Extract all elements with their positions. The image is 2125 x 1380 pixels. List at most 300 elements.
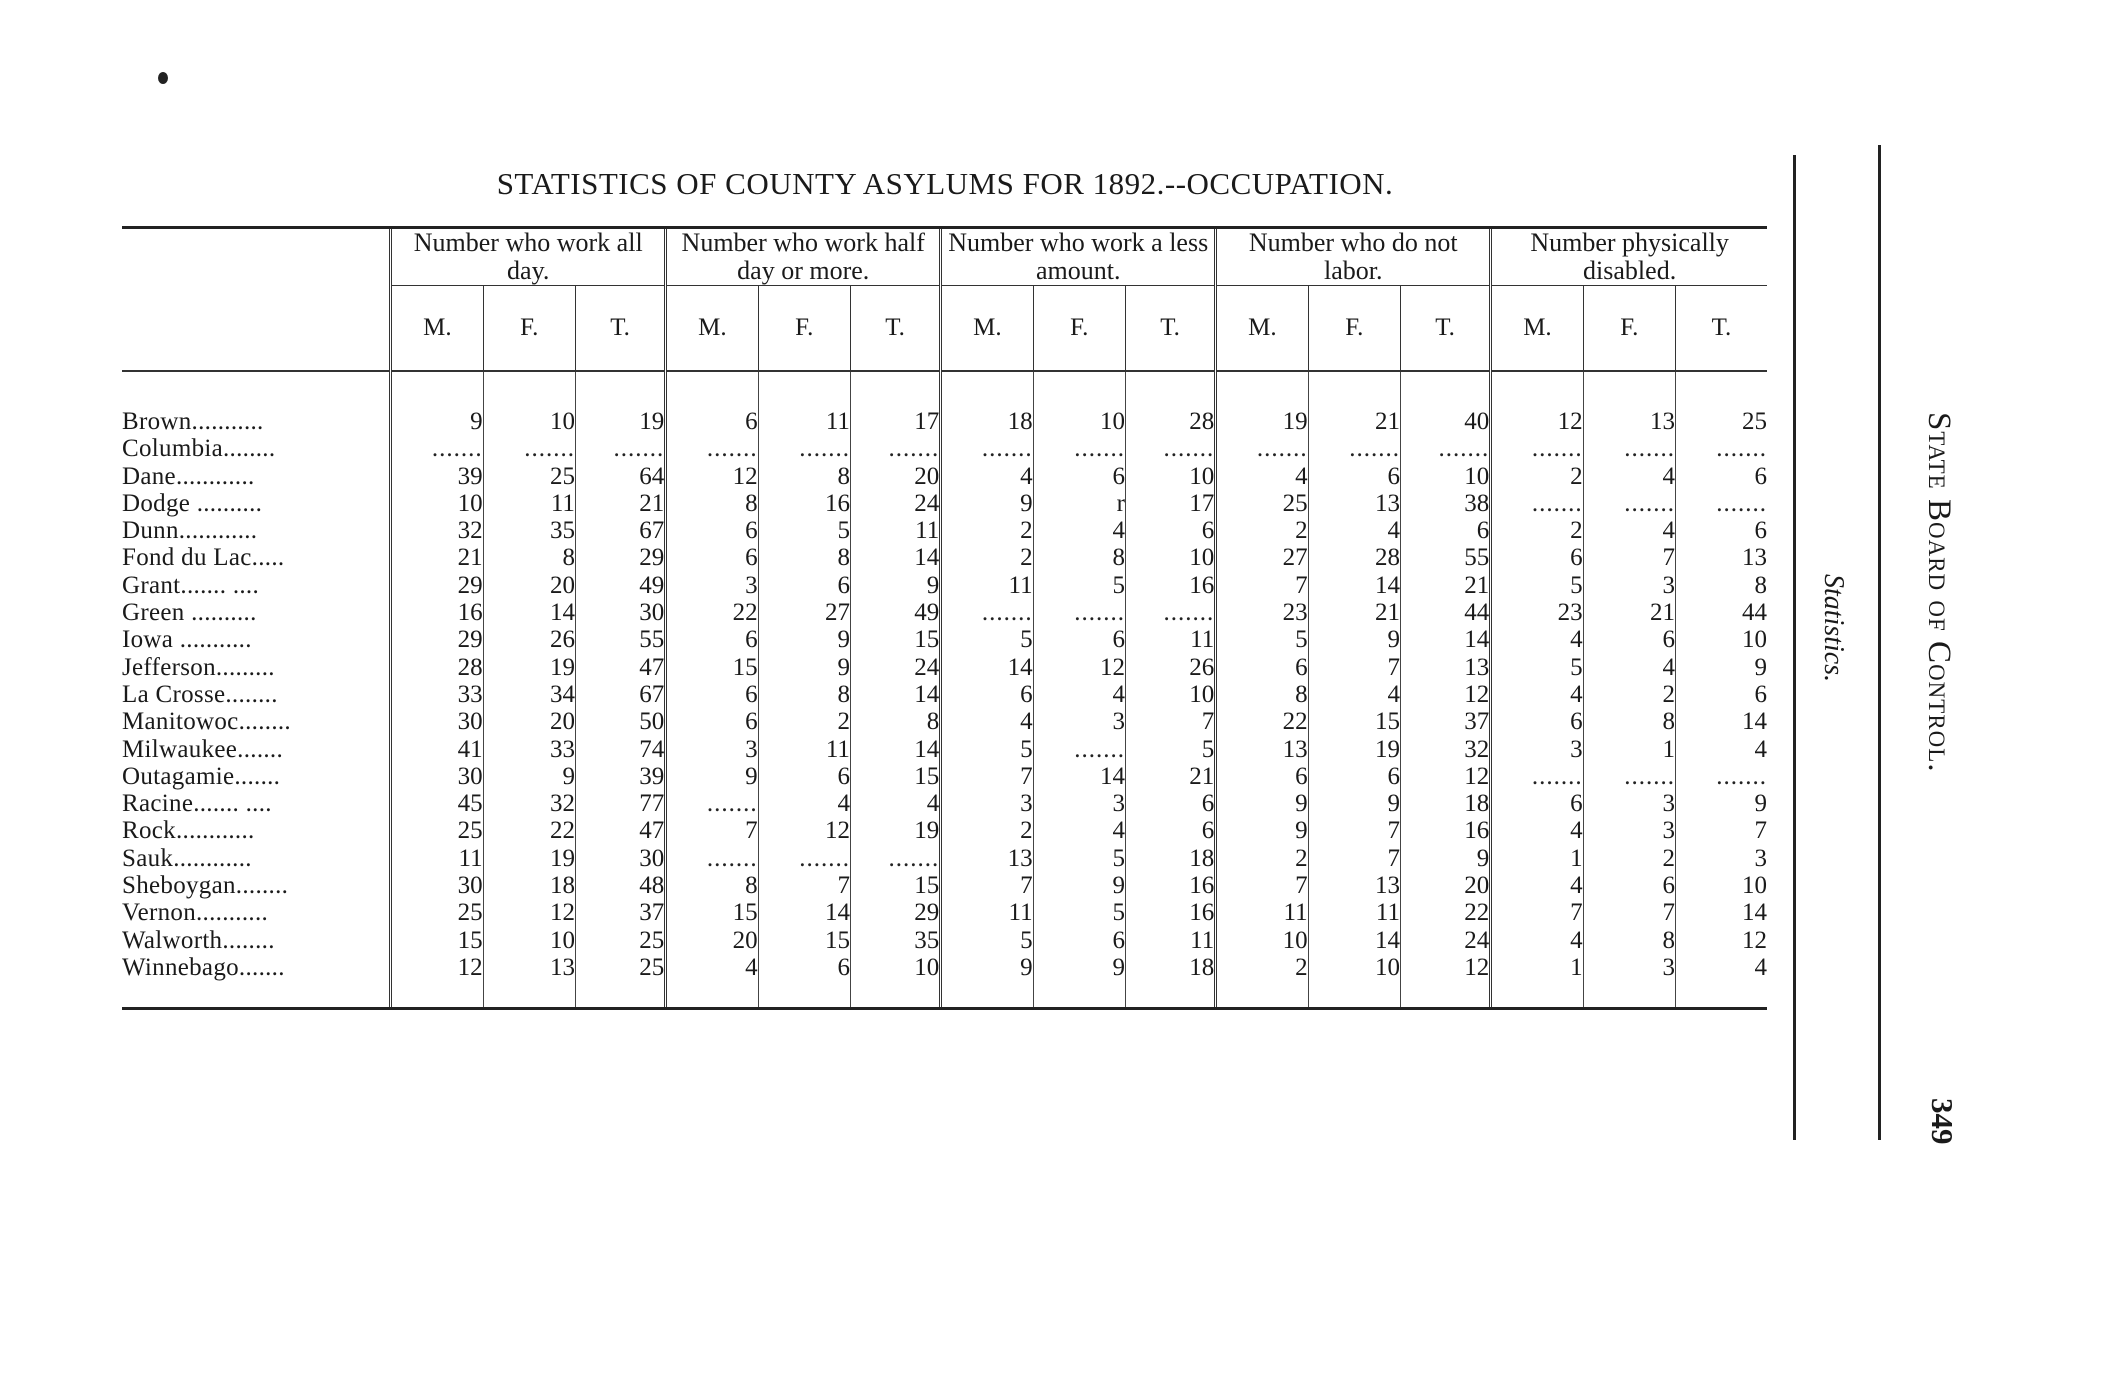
value-cell: 4 — [1308, 517, 1400, 544]
value-cell: 6 — [941, 681, 1033, 708]
value-cell: 10 — [1675, 626, 1767, 653]
value-cell: 14 — [850, 736, 940, 763]
value-cell: 2 — [1216, 954, 1308, 1007]
value-cell: 30 — [391, 872, 483, 899]
value-cell: 7 — [1308, 845, 1400, 872]
value-cell: 4 — [1583, 654, 1675, 681]
value-cell: 14 — [850, 544, 940, 571]
value-cell: 8 — [758, 681, 850, 708]
empty-cell-dots: ....... — [666, 435, 758, 462]
value-cell: 2 — [1216, 517, 1308, 544]
value-cell: 18 — [941, 371, 1033, 435]
value-cell: 6 — [758, 572, 850, 599]
county-name: La Crosse........ — [122, 680, 278, 708]
county-name: Milwaukee....... — [122, 735, 284, 763]
value-cell: 4 — [666, 954, 758, 1007]
value-cell: 9 — [758, 654, 850, 681]
table-row — [122, 544, 1767, 571]
value-cell: 67 — [575, 681, 665, 708]
empty-cell-dots: ....... — [666, 790, 758, 817]
table-row — [122, 845, 1767, 872]
value-cell: 6 — [1216, 654, 1308, 681]
empty-cell-dots: ....... — [391, 435, 483, 462]
value-cell: 4 — [1308, 681, 1400, 708]
value-cell: 11 — [483, 490, 575, 517]
value-cell: 14 — [1675, 899, 1767, 926]
table-row — [122, 626, 1767, 653]
subheader-cell: M. — [1216, 286, 1308, 372]
value-cell: 2 — [1583, 681, 1675, 708]
value-cell: 14 — [1308, 572, 1400, 599]
value-cell: 14 — [850, 681, 940, 708]
value-cell: 11 — [391, 845, 483, 872]
value-cell: 8 — [1583, 927, 1675, 954]
value-cell: 6 — [666, 626, 758, 653]
value-cell: 13 — [1675, 544, 1767, 571]
value-cell: 8 — [758, 544, 850, 571]
occupation-table — [122, 229, 1767, 1007]
margin-rule-right — [1878, 145, 1881, 1140]
value-cell: 6 — [758, 954, 850, 1007]
table-row — [122, 736, 1767, 763]
group-header-do-not-labor: Number who do not labor. — [1216, 229, 1491, 286]
value-cell: 12 — [666, 463, 758, 490]
value-cell: 3 — [1033, 708, 1125, 735]
value-cell: 11 — [850, 517, 940, 544]
value-cell: 44 — [1675, 599, 1767, 626]
value-cell: 10 — [1033, 371, 1125, 435]
subheader-cell: F. — [1033, 286, 1125, 372]
value-cell: 2 — [1583, 845, 1675, 872]
value-cell: 7 — [1308, 817, 1400, 844]
value-cell: 16 — [1125, 572, 1215, 599]
table-row — [122, 654, 1767, 681]
value-cell: 35 — [850, 927, 940, 954]
value-cell: 6 — [666, 544, 758, 571]
value-cell: 29 — [850, 899, 940, 926]
value-cell: 3 — [666, 572, 758, 599]
subheader-cell: T. — [1125, 286, 1215, 372]
value-cell: 1 — [1491, 845, 1583, 872]
value-cell: 9 — [1675, 654, 1767, 681]
value-cell: 8 — [1583, 708, 1675, 735]
value-cell: 12 — [483, 899, 575, 926]
value-cell: 4 — [1033, 517, 1125, 544]
value-cell: 33 — [483, 736, 575, 763]
value-cell: 5 — [758, 517, 850, 544]
value-cell: 21 — [1308, 371, 1400, 435]
county-name: Manitowoc........ — [122, 708, 291, 736]
value-cell: 24 — [850, 490, 940, 517]
group-header-work-less: Number who work a less amount. — [941, 229, 1216, 286]
value-cell: 12 — [1491, 371, 1583, 435]
county-name: Iowa ........... — [122, 626, 252, 654]
empty-cell-dots: ....... — [850, 435, 940, 462]
value-cell: 74 — [575, 736, 665, 763]
value-cell: 4 — [1491, 681, 1583, 708]
value-cell: 12 — [758, 817, 850, 844]
value-cell: 2 — [1491, 517, 1583, 544]
value-cell: 7 — [1216, 872, 1308, 899]
value-cell: 13 — [1216, 736, 1308, 763]
table-row — [122, 817, 1767, 844]
value-cell: 11 — [1125, 626, 1215, 653]
value-cell: 2 — [941, 817, 1033, 844]
value-cell: 11 — [941, 572, 1033, 599]
value-cell: 25 — [483, 463, 575, 490]
county-name: Winnebago....... — [122, 953, 285, 981]
value-cell: 32 — [1400, 736, 1490, 763]
value-cell: 40 — [1400, 371, 1490, 435]
empty-cell-dots: ....... — [758, 435, 850, 462]
value-cell: 7 — [1675, 817, 1767, 844]
group-header-work-half-day: Number who work half day or more. — [666, 229, 941, 286]
value-cell: 12 — [1675, 927, 1767, 954]
group-header-physically-disabled: Number physically disabled. — [1491, 229, 1767, 286]
empty-cell-dots: ....... — [1216, 435, 1308, 462]
value-cell: 3 — [666, 736, 758, 763]
county-name: Dunn............ — [122, 517, 258, 545]
value-cell: 49 — [850, 599, 940, 626]
value-cell: 8 — [850, 708, 940, 735]
value-cell: 16 — [1125, 872, 1215, 899]
empty-cell-dots: ....... — [1583, 763, 1675, 790]
value-cell: 19 — [1308, 736, 1400, 763]
value-cell: 10 — [1216, 927, 1308, 954]
empty-cell-dots: ....... — [758, 845, 850, 872]
value-cell: 1 — [1583, 736, 1675, 763]
value-cell: 10 — [483, 371, 575, 435]
value-cell: 21 — [1583, 599, 1675, 626]
value-cell: 25 — [391, 817, 483, 844]
value-cell: 7 — [758, 872, 850, 899]
value-cell: 6 — [1491, 544, 1583, 571]
table-row — [122, 790, 1767, 817]
value-cell: 1 — [1491, 954, 1583, 1007]
value-cell: 45 — [391, 790, 483, 817]
value-cell: 4 — [850, 790, 940, 817]
value-cell: 9 — [666, 763, 758, 790]
empty-cell-dots: ....... — [483, 435, 575, 462]
table-row — [122, 572, 1767, 599]
value-cell: 5 — [1033, 572, 1125, 599]
value-cell: 6 — [666, 681, 758, 708]
value-cell: 5 — [1033, 845, 1125, 872]
value-cell: 12 — [391, 954, 483, 1007]
table-row — [122, 490, 1767, 517]
value-cell: 19 — [1216, 371, 1308, 435]
value-cell: 13 — [483, 954, 575, 1007]
value-cell: 2 — [1491, 463, 1583, 490]
county-name: Outagamie....... — [122, 762, 281, 790]
value-cell: 14 — [483, 599, 575, 626]
county-name: Dane............ — [122, 462, 255, 490]
table-row — [122, 599, 1767, 626]
county-name: Racine....... .... — [122, 790, 272, 818]
county-name: Rock............ — [122, 817, 255, 845]
table-row — [122, 708, 1767, 735]
table-row — [122, 517, 1767, 544]
subheader-cell: F. — [1583, 286, 1675, 372]
value-cell: 4 — [1216, 463, 1308, 490]
occupation-table-frame — [122, 226, 1767, 1010]
value-cell: 15 — [391, 927, 483, 954]
group-header-work-all-day: Number who work all day. — [391, 229, 666, 286]
value-cell: 11 — [758, 371, 850, 435]
value-cell: 20 — [850, 463, 940, 490]
county-name: Brown........... — [122, 408, 264, 435]
value-cell: 9 — [391, 371, 483, 435]
table-row — [122, 463, 1767, 490]
value-cell: 28 — [1125, 371, 1215, 435]
subheader-cell: M. — [391, 286, 483, 372]
value-cell: 6 — [1033, 463, 1125, 490]
value-cell: 24 — [850, 654, 940, 681]
value-cell: 24 — [1400, 927, 1490, 954]
value-cell: 50 — [575, 708, 665, 735]
running-head: State Board of Control. — [1921, 412, 1957, 773]
subheader-cell: T. — [1675, 286, 1767, 372]
value-cell: 21 — [391, 544, 483, 571]
value-cell: 19 — [483, 654, 575, 681]
value-cell: 12 — [1400, 681, 1490, 708]
value-cell: 4 — [1675, 736, 1767, 763]
empty-cell-dots: ....... — [1033, 435, 1125, 462]
value-cell: 12 — [1400, 954, 1490, 1007]
value-cell: 19 — [483, 845, 575, 872]
value-cell: 9 — [1033, 872, 1125, 899]
value-cell: 18 — [1125, 954, 1215, 1007]
value-cell: 22 — [1216, 708, 1308, 735]
county-name: Sauk............ — [122, 844, 252, 872]
value-cell: 38 — [1400, 490, 1490, 517]
value-cell: 29 — [575, 544, 665, 571]
subheader-cell: F. — [1308, 286, 1400, 372]
empty-cell-dots: ....... — [850, 845, 940, 872]
value-cell: 2 — [941, 544, 1033, 571]
value-cell: 10 — [391, 490, 483, 517]
value-cell: 4 — [1491, 872, 1583, 899]
value-cell: 21 — [1400, 572, 1490, 599]
value-cell: 15 — [1308, 708, 1400, 735]
table-row — [122, 435, 1767, 462]
empty-cell-dots: ....... — [1033, 736, 1125, 763]
value-cell: 27 — [1216, 544, 1308, 571]
table-row — [122, 763, 1767, 790]
value-cell: 15 — [666, 654, 758, 681]
value-cell: 11 — [758, 736, 850, 763]
value-cell: 9 — [941, 490, 1033, 517]
value-cell: 7 — [666, 817, 758, 844]
page-number: 349 — [1925, 1098, 1960, 1145]
value-cell: 29 — [391, 626, 483, 653]
value-cell: 7 — [1216, 572, 1308, 599]
value-cell: 28 — [391, 654, 483, 681]
value-cell: 8 — [1033, 544, 1125, 571]
value-cell: 4 — [941, 708, 1033, 735]
value-cell: 22 — [666, 599, 758, 626]
value-cell: 18 — [1125, 845, 1215, 872]
value-cell: 23 — [1491, 599, 1583, 626]
value-cell: 6 — [1675, 463, 1767, 490]
value-cell: 8 — [1216, 681, 1308, 708]
empty-cell-dots: ....... — [941, 599, 1033, 626]
value-cell: 6 — [1491, 708, 1583, 735]
value-cell: 30 — [575, 599, 665, 626]
value-cell: 16 — [391, 599, 483, 626]
value-cell: 13 — [1400, 654, 1490, 681]
value-cell: 11 — [1216, 899, 1308, 926]
value-cell: 6 — [1491, 790, 1583, 817]
value-cell: 3 — [1033, 790, 1125, 817]
empty-cell-dots: ....... — [1583, 490, 1675, 517]
subheader-cell: M. — [1491, 286, 1583, 372]
value-cell: 6 — [1583, 872, 1675, 899]
value-cell: 6 — [1033, 626, 1125, 653]
table-row — [122, 872, 1767, 899]
value-cell: 2 — [941, 517, 1033, 544]
value-cell: 9 — [483, 763, 575, 790]
value-cell: 77 — [575, 790, 665, 817]
value-cell: 25 — [575, 927, 665, 954]
value-cell: 33 — [391, 681, 483, 708]
value-cell: 6 — [1308, 763, 1400, 790]
value-cell: 4 — [758, 790, 850, 817]
value-cell: 14 — [1308, 927, 1400, 954]
empty-cell-dots: ....... — [1400, 435, 1490, 462]
value-cell: 37 — [1400, 708, 1490, 735]
value-cell: 4 — [1491, 817, 1583, 844]
value-cell: 8 — [483, 544, 575, 571]
value-cell: 10 — [1400, 463, 1490, 490]
value-cell: 10 — [850, 954, 940, 1007]
value-cell: 64 — [575, 463, 665, 490]
value-cell: 16 — [1125, 899, 1215, 926]
county-name: Vernon........... — [122, 899, 269, 927]
margin-rule-left — [1793, 155, 1796, 1140]
value-cell: 10 — [483, 927, 575, 954]
value-cell: 32 — [391, 517, 483, 544]
value-cell: 13 — [1583, 371, 1675, 435]
value-cell: 4 — [1491, 927, 1583, 954]
value-cell: 3 — [1491, 736, 1583, 763]
value-cell: 47 — [575, 817, 665, 844]
value-cell: 14 — [1400, 626, 1490, 653]
value-cell: 37 — [575, 899, 665, 926]
value-cell: 8 — [758, 463, 850, 490]
value-cell: 32 — [483, 790, 575, 817]
value-cell: 14 — [1675, 708, 1767, 735]
empty-cell-dots: ....... — [1675, 490, 1767, 517]
empty-cell-dots: ....... — [1675, 763, 1767, 790]
empty-cell-dots: ....... — [941, 435, 1033, 462]
value-cell: 30 — [575, 845, 665, 872]
value-cell: 30 — [391, 763, 483, 790]
value-cell: 5 — [1216, 626, 1308, 653]
value-cell: 4 — [1583, 463, 1675, 490]
value-cell: 25 — [1216, 490, 1308, 517]
empty-cell-dots: ....... — [1491, 435, 1583, 462]
empty-cell-dots: ....... — [1583, 435, 1675, 462]
value-cell: 9 — [1308, 790, 1400, 817]
value-cell: 9 — [1216, 817, 1308, 844]
value-cell: 14 — [758, 899, 850, 926]
section-label: Statistics. — [1818, 574, 1849, 683]
value-cell: 11 — [941, 899, 1033, 926]
value-cell: 3 — [1583, 790, 1675, 817]
value-cell: 8 — [1675, 572, 1767, 599]
value-cell: 8 — [666, 872, 758, 899]
value-cell: 6 — [666, 517, 758, 544]
value-cell: 11 — [1308, 899, 1400, 926]
county-name: Grant....... .... — [122, 571, 260, 599]
value-cell: 5 — [1491, 654, 1583, 681]
value-cell: 21 — [1125, 763, 1215, 790]
ink-dot — [158, 72, 168, 84]
value-cell: 4 — [1033, 681, 1125, 708]
value-cell: 6 — [666, 371, 758, 435]
value-cell: 6 — [1675, 517, 1767, 544]
subheader-cell: T. — [850, 286, 940, 372]
subheader-cell: F. — [483, 286, 575, 372]
value-cell: 55 — [575, 626, 665, 653]
empty-cell-dots: ....... — [1491, 490, 1583, 517]
value-cell: 9 — [1308, 626, 1400, 653]
value-cell: 20 — [483, 572, 575, 599]
value-cell: 39 — [575, 763, 665, 790]
value-cell: 3 — [1583, 954, 1675, 1007]
value-cell: 5 — [1125, 736, 1215, 763]
value-cell: 16 — [758, 490, 850, 517]
value-cell: 9 — [1033, 954, 1125, 1007]
value-cell: 6 — [758, 763, 850, 790]
empty-cell-dots: ....... — [575, 435, 665, 462]
county-name: Jefferson......... — [122, 653, 275, 681]
value-cell: 7 — [1583, 899, 1675, 926]
subheader-cell: M. — [666, 286, 758, 372]
value-cell: 21 — [1308, 599, 1400, 626]
empty-cell-dots: ....... — [666, 845, 758, 872]
subheader-cell: F. — [758, 286, 850, 372]
value-cell: 41 — [391, 736, 483, 763]
value-cell: 3 — [1675, 845, 1767, 872]
value-cell: 6 — [1400, 517, 1490, 544]
value-cell: 5 — [941, 927, 1033, 954]
value-cell: 7 — [1583, 544, 1675, 571]
value-cell: 15 — [850, 763, 940, 790]
value-cell: 25 — [575, 954, 665, 1007]
value-cell: 7 — [1308, 654, 1400, 681]
value-cell: 3 — [1583, 572, 1675, 599]
value-cell: 3 — [941, 790, 1033, 817]
table-row — [122, 927, 1767, 954]
value-cell: 14 — [1033, 763, 1125, 790]
value-cell: 15 — [758, 927, 850, 954]
value-cell: 25 — [391, 899, 483, 926]
value-cell: 35 — [483, 517, 575, 544]
county-name: Green .......... — [122, 599, 257, 627]
value-cell: 5 — [1491, 572, 1583, 599]
empty-cell-dots: ....... — [1308, 435, 1400, 462]
value-cell: 29 — [391, 572, 483, 599]
value-cell: 12 — [1400, 763, 1490, 790]
value-cell: 22 — [483, 817, 575, 844]
value-cell: 20 — [666, 927, 758, 954]
value-cell: 9 — [1216, 790, 1308, 817]
table-row — [122, 954, 1767, 1007]
empty-cell-dots: ....... — [1125, 599, 1215, 626]
value-cell: 5 — [941, 626, 1033, 653]
